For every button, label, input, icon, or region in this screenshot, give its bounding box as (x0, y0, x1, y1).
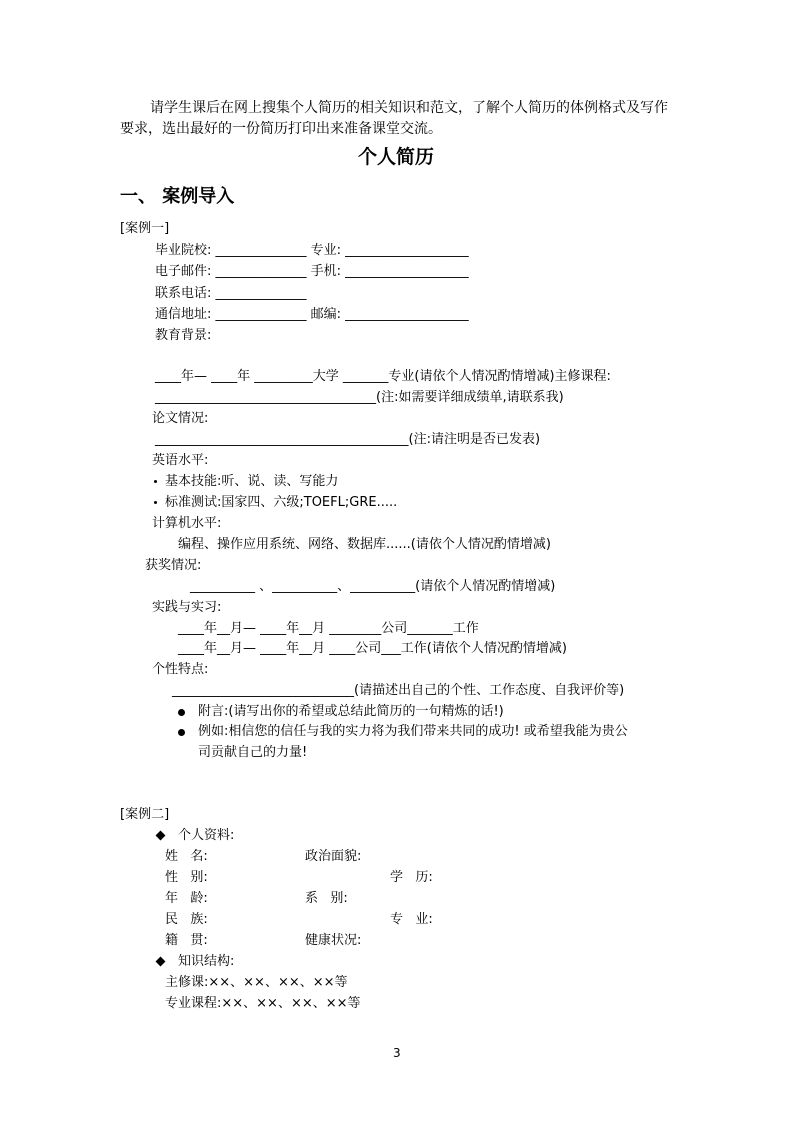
case2-label: [案例二] (120, 807, 170, 822)
bullet-small-icon (154, 480, 157, 483)
example-line-1: 例如:相信您的信任与我的实力将为我们带来共同的成功! 或希望我能为贵公 (198, 724, 628, 739)
page-number: 3 (393, 1046, 401, 1060)
native-place-label: 籍 贯: (165, 933, 208, 948)
political-status-label: 政治面貌: (305, 849, 362, 864)
practice-line-2: ____年__月— ____年__月 ____公司___工作(请依个人情况酌情增减) (178, 641, 567, 656)
practice-line-1: ____年__月— ____年__月 ________公司_______工作 (178, 621, 479, 636)
name-label: 姓 名: (165, 849, 208, 864)
award-label: 获奖情况: (145, 558, 202, 573)
english-label: 英语水平: (152, 453, 209, 468)
field-row-school-major: 毕业院校: ______________ 专业: ___________________ (155, 243, 469, 258)
personality-line: ____________________________(请描述出自己的个性、工作态度、自我评价等) (172, 683, 625, 698)
computer-line: 编程、操作应用系统、网络、数据库......(请依个人情况酌情增减) (178, 537, 551, 552)
knowledge-structure-label: 知识结构: (178, 954, 235, 969)
thesis-label: 论文情况: (152, 411, 209, 426)
page-title: 个人简历 (358, 146, 435, 168)
english-item-skills: 基本技能:听、说、读、写能力 (165, 474, 339, 489)
department-label: 系 别: (305, 891, 348, 906)
ethnicity-label: 民 族: (165, 912, 208, 927)
major-label: 专 业: (390, 912, 433, 927)
english-item-tests: 标准测试:国家四、六级;TOEFL;GRE..... (165, 495, 398, 510)
bullet-dot-icon (178, 729, 185, 736)
example-line-2: 司贡献自己的力量! (198, 745, 308, 760)
intro-line-2: 要求，选出最好的一份简历打印出来准备课堂交流。 (120, 121, 442, 137)
field-row-address-zip: 通信地址: ______________ 邮编: ___________________ (155, 307, 469, 322)
courses-line: __________________________________(注:如需要详细成绩单,请联系我) (155, 390, 564, 405)
field-row-email-phone: 电子邮件: ______________ 手机: ___________________ (155, 264, 469, 279)
postscript-line: 附言:(请写出你的希望或总结此简历的一句精炼的话!) (198, 704, 504, 719)
section-heading-case-intro: 一、 案例导入 (120, 186, 235, 207)
practice-label: 实践与实习: (152, 600, 222, 615)
age-label: 年 龄: (165, 891, 208, 906)
bullet-dot-icon (178, 709, 185, 716)
thesis-line: _______________________________________(注:请注明是否已发表) (155, 432, 541, 447)
intro-line-1: 请学生课后在网上搜集个人简历的相关知识和范文，了解个人简历的体例格式及写作 (150, 100, 668, 116)
personal-info-label: 个人资料: (178, 828, 235, 843)
education-line: ____年— ____年 _________大学 _______专业(请依个人情况酌情增减)主修课程: (155, 369, 611, 384)
computer-label: 计算机水平: (152, 516, 222, 531)
health-label: 健康状况: (305, 933, 362, 948)
main-courses-line: 主修课:××、××、××、××等 (165, 975, 348, 990)
gender-label: 性 别: (165, 870, 208, 885)
diamond-bullet-icon (156, 831, 166, 841)
major-courses-line: 专业课程:××、××、××、××等 (165, 996, 361, 1011)
bullet-small-icon (154, 501, 157, 504)
diamond-bullet-icon (156, 957, 166, 967)
education-level-label: 学 历: (390, 870, 433, 885)
field-row-contact-phone: 联系电话: ______________ (155, 286, 307, 301)
case1-label: [案例一] (120, 221, 170, 236)
personality-label: 个性特点: (152, 662, 209, 677)
award-line: __________ 、__________、__________(请依个人情况酌情增减) (190, 579, 556, 594)
education-label: 教育背景: (155, 328, 212, 343)
